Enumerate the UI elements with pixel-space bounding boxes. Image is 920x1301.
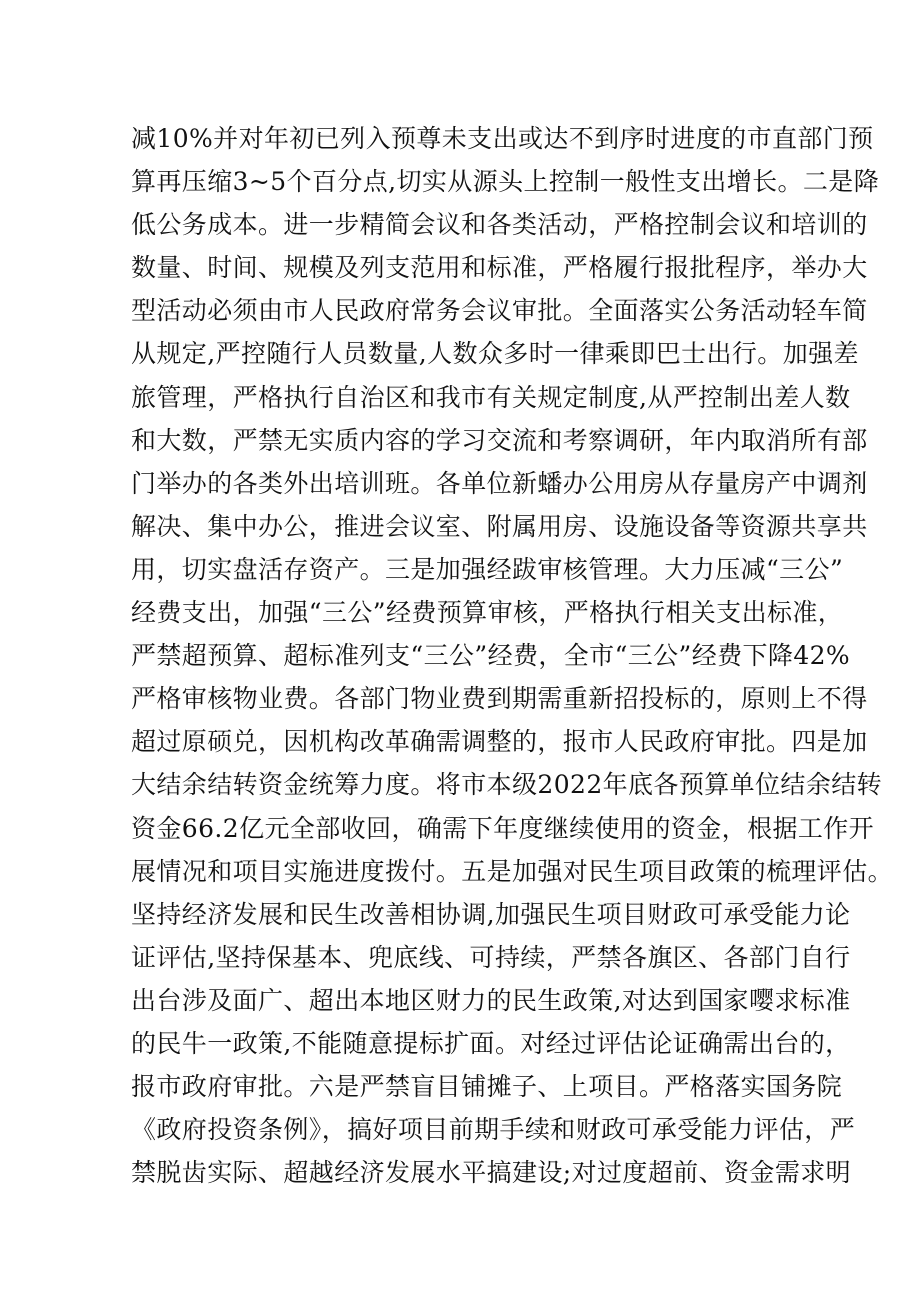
text-line-25: 禁脱齿实际、超越经济发展水平搞建设;对过度超前、资金需求明 [131,1158,852,1188]
text-line-2: 算再压缩3~5个百分点,切实从源头上控制一般性支出增长。二是降 [131,167,880,197]
text-line-3: 低公务成本。进一步精简会议和各类活动，严格控制会议和培训的 [131,210,868,240]
text-line-13: 严禁超预算、超标准列支“三公”经费，全市“三公”经费下降42% [131,641,851,671]
text-line-22: 的民牛一政策,不能随意提标扩面。对经过评估论证确需出台的， [131,1028,851,1058]
text-line-4: 数量、时间、规模及列支范用和标准，严格履行报批程序，举办大 [131,253,868,283]
text-line-8: 和大数，严禁无实质内容的学习交流和考察调研，年内取消所有部 [131,425,868,455]
text-line-12: 经费支出，加强“三公”经费预算审核，严格执行相关支出标准， [131,598,844,628]
text-line-11: 用，切实盘活存资产。三是加强经跋审核管理。大力压减“三公” [131,554,844,584]
text-line-19: 坚持经济发展和民生改善相协调,加强民生项目财政可承受能力论 [131,899,851,929]
text-line-9: 门举办的各类外出培训班。各单位新蟠办公用房从存量房产中调剂 [131,468,868,498]
text-line-21: 出台涉及面广、超出本地区财力的民生政策,对达到国家嘤求标准 [131,985,851,1015]
text-line-5: 型活动必须由市人民政府常务会议审批。全面落实公务活动轻车简 [131,296,868,326]
text-line-7: 旅管理，严格执行自治区和我市有关规定制度,从严控制出差人数 [131,382,851,412]
text-line-23: 报市政府审批。六是严禁盲目铺摊子、上项目。严格落实国务院 [131,1072,843,1102]
text-line-14: 严格审核物业费。各部门物业费到期需重新招投标的，原则上不得 [131,684,868,714]
text-line-15: 超过原硕兑，因机构改革确需调整的，报市人民政府审批。四是加 [131,727,868,757]
text-line-16: 大结余结转资金统筹力度。将市本级2022年底各预算单位结余结转 [131,770,883,800]
text-line-10: 解决、集中办公，推进会议室、附属用房、设施设备等资源共享共 [131,511,868,541]
text-line-1: 减10%并对年初已列入预尊未支出或达不到序时进度的市直部门预 [131,124,874,153]
body-text [131,117,894,1194]
text-line-17: 资金66.2亿元全部收回，确需下年度继续使用的资金，根据工作开 [131,813,875,843]
text-line-20: 证评估,坚持保基本、兜底线、可持续，严禁各旗区、各部门自行 [131,942,851,972]
text-line-18: 展情况和项目实施进度拨付。五是加强对民生项目政策的梳理评估。 [131,856,894,886]
text-line-6: 从规定,严控随行人员数量,人数众多时一律乘即巴士出行。加强差 [131,339,859,369]
text-line-24: 《政府投资条例》，搞好项目前期手续和财政可承受能力评估，严 [131,1115,856,1145]
